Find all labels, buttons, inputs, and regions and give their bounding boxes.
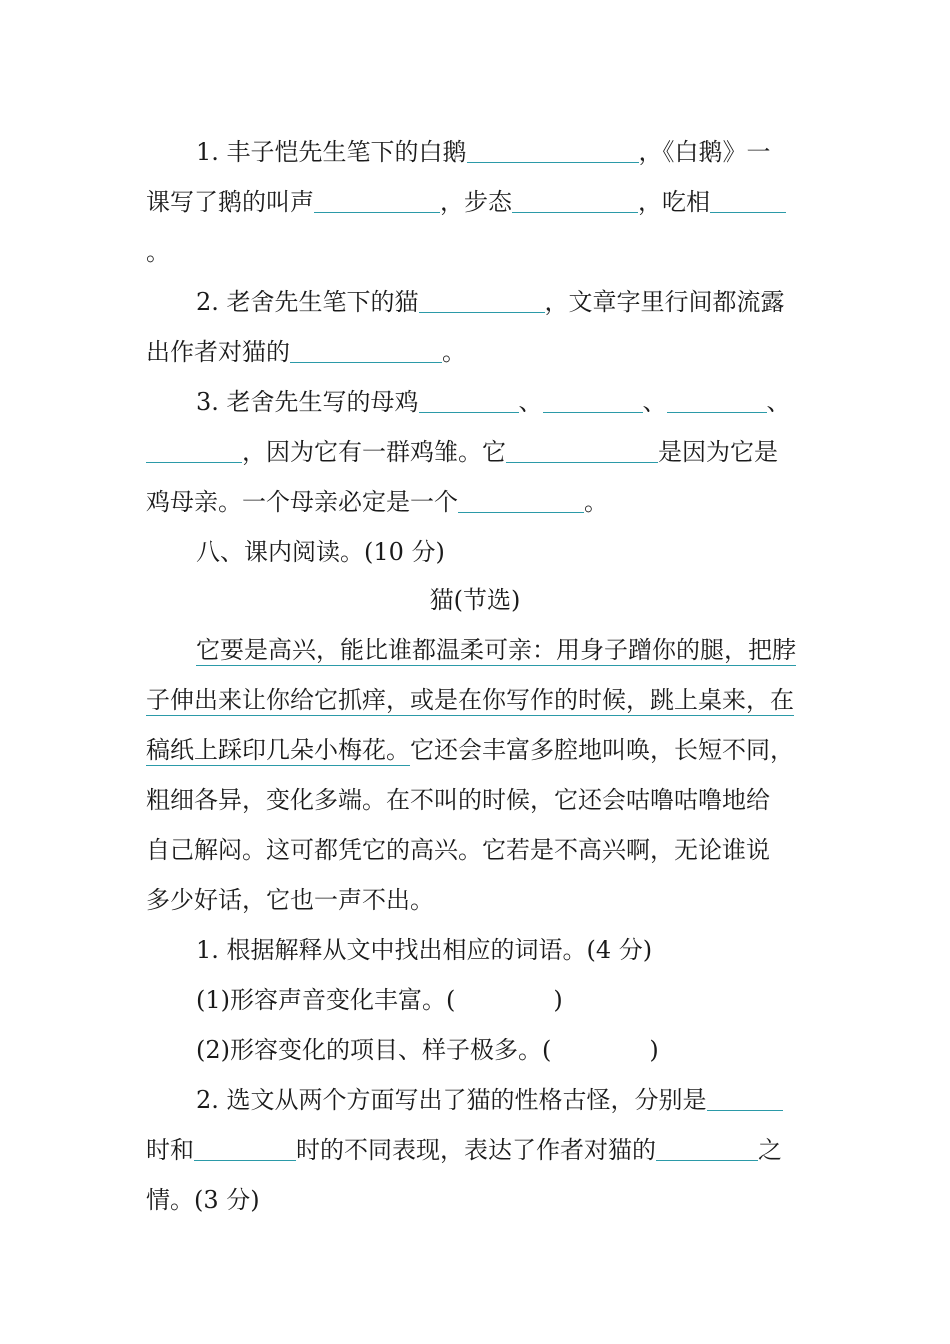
- q2-line-1: [146, 287, 876, 317]
- q1-text-d: ，步态: [440, 188, 512, 216]
- q3-blank-1[interactable]: [419, 388, 519, 413]
- q2-blank-feeling[interactable]: [290, 338, 442, 363]
- passage-text-3: 它还会丰富多腔地叫唤，长短不同，: [410, 736, 794, 764]
- p2-blank-1[interactable]: [707, 1086, 783, 1111]
- p1-sub-2-label: (2)形容变化的项目、样子极多。(: [196, 1036, 552, 1064]
- q3-sep-2: 、: [642, 388, 667, 416]
- q3-sep-1: 、: [518, 388, 543, 416]
- passage-line-2: [146, 685, 826, 715]
- q2-text-d: 。: [442, 338, 466, 366]
- q1-line-1: [146, 137, 876, 167]
- q3-text-a: 3. 老舍先生写的母鸡: [196, 388, 419, 416]
- p2-text-e: 情。(3 分): [146, 1186, 260, 1214]
- p1-sub-1-close: ): [553, 986, 563, 1014]
- q3-text-c: 是因为它是: [658, 438, 778, 466]
- p2-line-3: [146, 1185, 826, 1215]
- q2-text-a: 2. 老舍先生笔下的猫: [196, 288, 419, 316]
- q3-blank-3[interactable]: [667, 388, 767, 413]
- p2-blank-2[interactable]: [194, 1136, 296, 1161]
- p2-text-a: 2. 选文从两个方面写出了猫的性格古怪，分别是: [196, 1086, 707, 1114]
- p1-text: 1. 根据解释从文中找出相应的词语。(4 分): [196, 936, 653, 964]
- q1-line-3: [146, 237, 826, 267]
- q3-line-2: [146, 437, 826, 467]
- passage-line-4: 粗细各异，变化多端。在不叫的时候，它还会咕噜咕噜地给: [146, 786, 770, 814]
- q1-text-a: 1. 丰子恺先生笔下的白鹅: [196, 138, 467, 166]
- q1-blank-gait[interactable]: [512, 188, 638, 213]
- passage-underlined-1: 它要是高兴，能比谁都温柔可亲：用身子蹭你的腿，把脖: [196, 636, 796, 664]
- p2-text-d: 之: [758, 1136, 782, 1164]
- passage-title: 猫(节选): [429, 586, 521, 614]
- q1-blank-eating[interactable]: [710, 188, 786, 213]
- q1-text-c: 课写了鹅的叫声: [146, 188, 314, 216]
- q3-blank-5[interactable]: [506, 438, 658, 463]
- passage-line-3: [146, 735, 826, 765]
- q1-text-e: ，吃相: [638, 188, 710, 216]
- passage-line-5: 自己解闷。这可都凭它的高兴。它若是不高兴啊，无论谁说: [146, 836, 770, 864]
- q3-text-d: 鸡母亲。一个母亲必定是一个: [146, 488, 458, 516]
- q3-line-1: [146, 387, 876, 417]
- passage-underlined-3: 稿纸上踩印几朵小梅花。: [146, 736, 410, 764]
- q1-text-f: 。: [146, 238, 170, 266]
- q3-text-e: 。: [584, 488, 608, 516]
- p2-text-b: 时和: [146, 1136, 194, 1164]
- q3-blank-2[interactable]: [543, 388, 643, 413]
- q2-text-b: ，文章字里行间都流露: [544, 288, 785, 316]
- q2-text-c: 出作者对猫的: [146, 338, 290, 366]
- section-8-heading: 八、课内阅读。(10 分): [196, 538, 445, 566]
- p1-sub-1: [146, 985, 876, 1015]
- p2-text-c: 时的不同表现，表达了作者对猫的: [296, 1136, 656, 1164]
- q2-line-2: [146, 337, 826, 367]
- q1-blank-call[interactable]: [314, 188, 440, 213]
- q1-text-b: ，《白鹅》一: [638, 138, 771, 166]
- passage-line-1: [146, 635, 876, 665]
- p1-sub-2: [146, 1035, 876, 1065]
- p2-line-1: [146, 1085, 876, 1115]
- q1-line-2: [146, 187, 826, 217]
- passage-underlined-2: 子伸出来让你给它抓痒，或是在你写作的时候，跳上桌来，在: [146, 686, 794, 714]
- p2-line-2: [146, 1135, 826, 1165]
- q3-sep-3: 、: [766, 388, 791, 416]
- passage-line-6: 多少好话，它也一声不出。: [146, 886, 434, 914]
- p1-sub-2-close: ): [649, 1036, 659, 1064]
- q2-blank-cat[interactable]: [419, 288, 545, 313]
- q3-text-b: ，因为它有一群鸡雏。它: [242, 438, 506, 466]
- q1-blank-description[interactable]: [467, 138, 639, 163]
- q3-blank-6[interactable]: [458, 488, 584, 513]
- p2-blank-3[interactable]: [656, 1136, 758, 1161]
- q3-blank-4[interactable]: [146, 438, 242, 463]
- q3-line-3: [146, 487, 826, 517]
- p1-sub-1-label: (1)形容声音变化丰富。(: [196, 986, 456, 1014]
